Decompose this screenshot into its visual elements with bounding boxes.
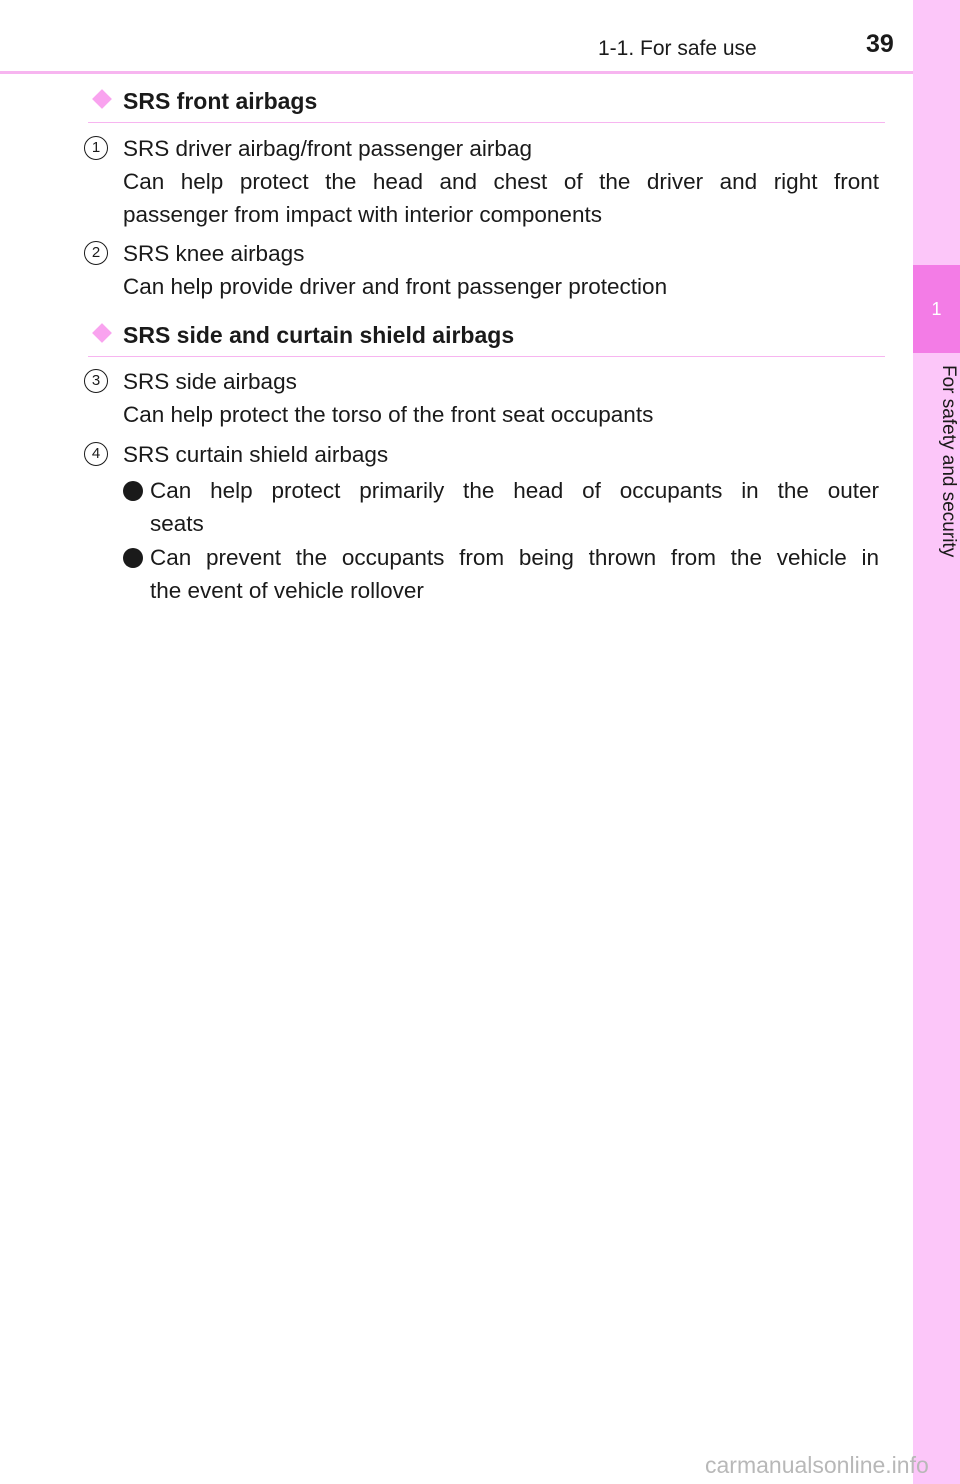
item-description-line: Can help protect the torso of the front seat occupants <box>123 402 654 427</box>
chapter-number-box <box>913 265 960 353</box>
item-title: SRS curtain shield airbags <box>123 442 389 467</box>
bullet-dot-icon <box>123 481 143 501</box>
chapter-side-tab <box>913 0 960 1484</box>
item-description-line: Can help provide driver and front passenger protection <box>123 274 668 299</box>
item-title: SRS knee airbags <box>123 241 305 266</box>
header-rule <box>0 71 913 74</box>
section-heading-text: SRS side and curtain shield airbags <box>123 322 515 348</box>
diamond-bullet-icon <box>92 89 112 109</box>
item-number-badge: 4 <box>84 442 108 466</box>
watermark: carmanualsonline.info <box>705 1452 929 1478</box>
section-heading-front-airbags <box>88 88 885 123</box>
item-number-badge: 1 <box>84 136 108 160</box>
diamond-bullet-icon <box>92 323 112 343</box>
item-title: SRS side airbags <box>123 369 297 394</box>
section-heading-side-curtain-airbags <box>88 322 885 357</box>
bullet-text-line: Can prevent the occupants from being thrown from the vehicle in <box>150 545 879 570</box>
bullet-dot-icon <box>123 548 143 568</box>
bullet-text-line: Can help protect primarily the head of occupants in the outer <box>150 478 879 503</box>
item-description-line: Can help protect the head and chest of the driver and right front <box>123 169 879 194</box>
item-title: SRS driver airbag/front passenger airbag <box>123 136 532 161</box>
item-number-badge: 2 <box>84 241 108 265</box>
chapter-title: For safety and security <box>938 365 959 558</box>
section-heading-text: SRS front airbags <box>123 88 318 114</box>
item-description-line: passenger from impact with interior components <box>123 202 602 227</box>
chapter-number: 1 <box>931 298 942 319</box>
item-number-badge: 3 <box>84 369 108 393</box>
bullet-text-line: seats <box>150 511 204 536</box>
page-number: 39 <box>866 30 894 58</box>
section-reference: 1-1. For safe use <box>598 37 757 60</box>
bullet-text-line: the event of vehicle rollover <box>150 578 424 603</box>
